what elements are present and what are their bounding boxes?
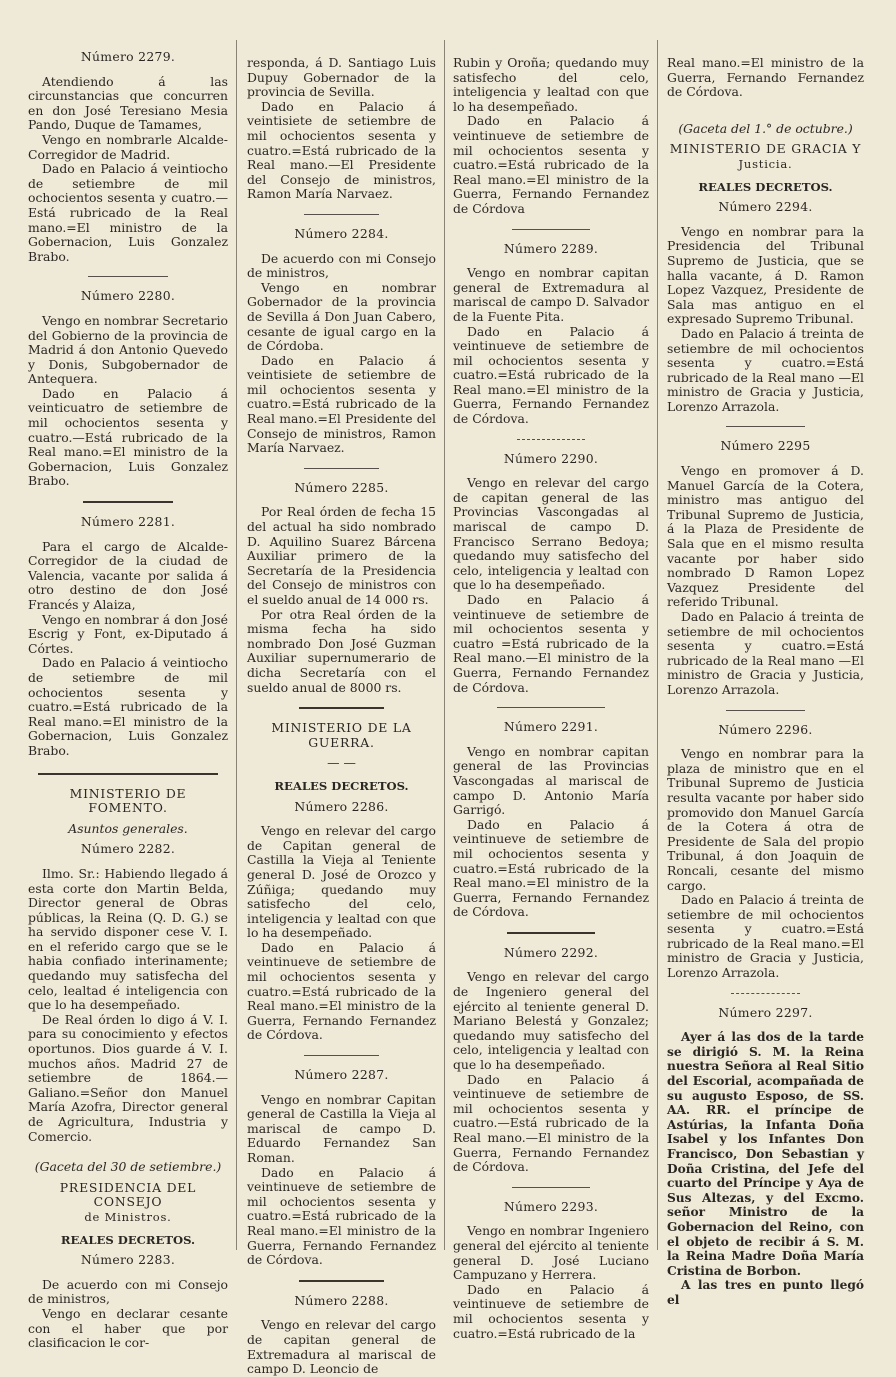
paragraph: Vengo en relevar del cargo de capitan general de Extremadura al mariscal de campo D. Leoncio de xyxy=(247,1317,436,1377)
paragraph: De Real órden lo digo á V. I. para su conocimiento y efectos oportunos. Dios guarde á V. I. muchos años. Madrid 27 de setiembre de 1864.—Galiano.=Señor don Manuel María Azofra, Director general de Agricultura, Industria y Comercio. xyxy=(28,1011,228,1144)
paragraph: Dado en Palacio á veintinueve de setiembre de mil ochocientos sesenta y cuatro.=Está rubricado de la Real mano.=El ministro de la Guerra, Fernando Fernandez de Córdova xyxy=(453,113,649,216)
paragraph: Ilmo. Sr.: Habiendo llegado á esta corte don Martin Belda, Director general de Obras públicas, la Reina (Q. D. G.) se ha servido disponer cese V. I. en el referido cargo que se le habia confiado interinamente; quedando muy satisfecha del celo, lealtad é inteligencia con que lo ha desempeñado. xyxy=(28,865,228,1013)
separator xyxy=(726,710,805,711)
paragraph: Dado en Palacio á veintinueve de setiembre de mil ochocientos sesenta y cuatro.=Está rubricado de la Real mano.=El ministro de la Guerra, Fernando Fernandez de Córdova. xyxy=(247,939,436,1043)
decree-number: Número 2291. xyxy=(503,719,599,735)
paragraph: Dado en Palacio á veintisiete de setiembre de mil ochocientos sesenta y cuatro.=Está rubricado de la Real mano.=El Presidente del Consejo de ministros, Ramon María Narvaez. xyxy=(247,352,436,456)
separator xyxy=(83,501,173,503)
decree-number: Número 2296. xyxy=(718,721,813,737)
separator xyxy=(304,214,380,215)
section-title: MINISTERIO DE GRACIA Y xyxy=(669,141,862,157)
paragraph: Dado en Palacio á veintinueve de setiembre de mil ochocientos sesenta y cuatro.=Está rubricado de la Real mano.=El ministro de la Guerra, Fernando Fernandez de Córdova. xyxy=(453,816,649,920)
paragraph: Para el cargo de Alcalde-Corregidor de la ciudad de Valencia, vacante por salida á otro destino de don José Francés y Alaiza, xyxy=(28,538,228,612)
paragraph: Dado en Palacio á veintinueve de setiembre de mil ochocientos sesenta y cuatro.=Está rubricado de la Real mano.=El ministro de la Guerra, Fernando Fernandez de Córdova. xyxy=(453,323,649,427)
separator xyxy=(299,707,384,709)
paragraph: Ayer á las dos de la tarde se dirigió S. M. la Reina nuestra Señora al Real Sitio del Escorial, acompañada de su augusto Esposo, de SS. AA. RR. el príncipe de Astúrias, la Infanta Doña Isabel y los Infantes Don Francisco, Don Sebastian y Doña Cristina, del Jefe del cuarto del Príncipe y Aya de Sus Altezas, y del Excmo. señor Ministro de la Gobernacion del Reino, con el objeto de recibir á S. M. la Reina Madre Doña María Cristina de Borbon. xyxy=(667,1030,864,1278)
column-divider xyxy=(444,40,445,1250)
paragraph: De acuerdo con mi Consejo de ministros, xyxy=(28,1276,228,1307)
paragraph: Dado en Palacio á veintinueve de setiembre de mil ochocientos sesenta y cuatro.=Está rubricado de la xyxy=(453,1281,649,1341)
decrees-heading: REALES DECRETOS. xyxy=(698,179,833,194)
decrees-heading: REALES DECRETOS. xyxy=(274,778,409,793)
separator xyxy=(512,229,590,230)
paragraph: Vengo en nombrar Gobernador de la provincia de Sevilla á Don Juan Cabero, cesante de igual cargo en la de Córdoba. xyxy=(247,279,436,354)
decree-number: Número 2283. xyxy=(80,1252,176,1268)
paragraph: De acuerdo con mi Consejo de ministros, xyxy=(247,250,436,281)
paragraph: Dado en Palacio á veintinueve de setiembre de mil ochocientos sesenta y cuatro.—Está rubricado de la Real mano.—El ministro de la Guerra, Fernando Fernandez de Córdova. xyxy=(453,1071,649,1175)
separator xyxy=(88,276,168,277)
column-4 xyxy=(667,46,864,1307)
decree-number: Número 2286. xyxy=(294,798,389,814)
decree-number: Número 2285. xyxy=(294,479,389,495)
paragraph: Vengo en nombrar para la plaza de ministro que en el Tribunal Supremo de Justicia resulta vacante por haber sido promovido don Manuel García de la Cotera á otra de Presidente de Sala del propio Tribunal, á don Joaquin de Roncali, cesante del mismo cargo. xyxy=(667,746,864,893)
paragraph: Vengo en nombrar capitan general de Extremadura al mariscal de campo D. Salvador de la Fuente Pita. xyxy=(453,265,649,324)
section-rule xyxy=(38,773,218,775)
paragraph: Atendiendo á las circunstancias que concurren en don José Teresiano Mesia Pando, Duque de Tamames, xyxy=(28,73,228,133)
paragraph: Vengo en nombrar Secretario del Gobierno de la provincia de Madrid á don Antonio Quevedo y Donis, Subgobernador de Antequera. xyxy=(28,312,228,387)
section-subtitle: de Ministros. xyxy=(84,1209,172,1224)
paragraph: Vengo en relevar del cargo de Ingeniero general del ejército al teniente general D. Mariano Belestá y Gonzalez; quedando muy satisfecho del celo, inteligencia y lealtad con que lo ha desempeñado. xyxy=(453,969,649,1073)
paragraph: Vengo en relevar del cargo de Capitan general de Castilla la Vieja al Teniente general D. José de Orozco y Zúñiga; quedando muy satisfecho del celo, inteligencia y lealtad con que lo ha desempeñado. xyxy=(247,823,436,941)
decree-number: Número 2281. xyxy=(80,514,176,530)
column-3 xyxy=(453,46,649,1341)
paragraph: Vengo en nombrar para la Presidencia del Tribunal Supremo de Justicia, que se halla vacante, á D. Ramon Lopez Vazquez, Presidente de Sala mas antiguo en el expresado Supremo Tribunal. xyxy=(667,223,864,327)
paragraph: A las tres en punto llegó el xyxy=(667,1278,864,1307)
paragraph: Vengo en promover á D. Manuel García de la Cotera, ministro mas antiguo del Tribunal Supremo de Justicia, á la Plaza de Presidente de Sala que en el mismo resulta vacante por haber sido nombrado D Ramon Lopez Vazquez Presidente del referido Tribunal. xyxy=(667,463,864,610)
decrees-heading: REALES DECRETOS. xyxy=(60,1232,196,1247)
section-subtitle: Justicia. xyxy=(738,156,793,171)
paragraph: Real mano.=El ministro de la Guerra, Fernando Fernandez de Córdova. xyxy=(667,55,864,100)
paragraph: Dado en Palacio á veintisiete de setiembre de mil ochocientos sesenta y cuatro.=Está rubricado de la Real mano.—El Presidente del Consejo de ministros, Ramon María Narvaez. xyxy=(247,98,436,202)
paragraph: Vengo en declarar cesante con el haber que por clasificacion le cor- xyxy=(28,1305,228,1351)
decree-number: Número 2295 xyxy=(720,438,811,454)
paragraph: Dado en Palacio á veintinueve de setiembre de mil ochocientos sesenta y cuatro.=Está rubricado de la Real mano.=El ministro de la Guerra, Fernando Fernandez de Córdova. xyxy=(247,1164,436,1268)
decree-number: Número 2280. xyxy=(80,288,176,304)
paragraph: Vengo en nombrar á don José Escrig y Font, ex-Diputado á Córtes. xyxy=(28,611,228,656)
paragraph: Vengo en relevar del cargo de capitan general de las Provincias Vascongadas al mariscal de campo D. Francisco Serrano Bedoya; quedando muy satisfecho del celo, inteligencia y lealtad con que lo ha desempeñado. xyxy=(453,475,649,593)
decree-number: Número 2279. xyxy=(80,49,176,64)
separator xyxy=(726,426,805,427)
separator xyxy=(517,439,586,440)
decree-number: Número 2282. xyxy=(80,841,176,857)
section-title: MINISTERIO DE LA GUERRA. xyxy=(271,720,412,750)
separator xyxy=(512,1187,590,1188)
decree-number: Número 2297. xyxy=(718,1004,813,1020)
separator xyxy=(731,993,800,994)
decree-number: Número 2284. xyxy=(294,225,389,241)
column-divider xyxy=(657,40,658,1250)
column-divider xyxy=(236,40,237,1250)
separator xyxy=(507,932,595,934)
separator xyxy=(299,1280,384,1282)
column-2 xyxy=(247,46,436,1377)
section-title: PRESIDENCIA DEL CONSEJO xyxy=(59,1179,197,1210)
paragraph: Vengo en nombrar Capitan general de Castilla la Vieja al mariscal de campo D. Eduardo Fernandez San Roman. xyxy=(247,1091,436,1165)
separator xyxy=(304,468,380,469)
decree-number: Número 2294. xyxy=(718,199,813,215)
paragraph: Vengo en nombrarle Alcalde-Corregidor de Madrid. xyxy=(28,131,228,162)
paragraph: Dado en Palacio á treinta de setiembre de mil ochocientos sesenta y cuatro.=Está rubricado de la Real mano —El ministro de Gracia y Justicia, Lorenzo Arrazola. xyxy=(667,609,864,697)
paragraph: responda, á D. Santiago Luis Dupuy Gobernador de la provincia de Sevilla. xyxy=(247,55,436,100)
section-title: MINISTERIO DE FOMENTO. xyxy=(69,785,187,816)
decree-number: Número 2293. xyxy=(503,1198,599,1214)
paragraph: Dado en Palacio á veintiocho de setiembre de mil ochocientos sesenta y cuatro.=Está rubricado de la Real mano.=El ministro de la Gobernacion, Luis Gonzalez Brabo. xyxy=(28,655,228,758)
paragraph: Rubin y Oroña; quedando muy satisfecho del celo, inteligencia y lealtad con que lo ha desempeñado. xyxy=(453,55,649,114)
decree-number: Número 2287. xyxy=(294,1067,389,1083)
paragraph: Por otra Real órden de la misma fecha ha sido nombrado Don José Guzman Auxiliar supernumerario de dicha Secretaría con el sueldo anual de 8000 rs. xyxy=(247,606,436,695)
decree-number: Número 2288. xyxy=(294,1292,389,1308)
paragraph: Dado en Palacio á veinticuatro de setiembre de mil ochocientos sesenta y cuatro.—Está rubricado de la Real mano.=El ministro de la Gobernacion, Luis Gonzalez Brabo. xyxy=(28,385,228,489)
separator xyxy=(497,707,605,708)
ornament: — — xyxy=(327,755,356,771)
gazette-reference: (Gaceta del 1.° de octubre.) xyxy=(678,120,853,136)
decree-number: Número 2292. xyxy=(503,944,599,960)
paragraph: Dado en Palacio á veintiocho de setiembre de mil ochocientos sesenta y cuatro.—Está rubricado de la Real mano.=El ministro de la Gobernacion, Luis Gonzalez Brabo. xyxy=(28,161,228,264)
subsection-title: Asuntos generales. xyxy=(68,820,188,836)
decree-number: Número 2289. xyxy=(503,240,599,256)
news-item xyxy=(667,1030,864,1307)
decree-number: Número 2290. xyxy=(503,450,599,466)
gazette-reference: (Gaceta del 30 de setiembre.) xyxy=(34,1159,222,1175)
paragraph: Dado en Palacio á treinta de setiembre de mil ochocientos sesenta y cuatro.=Está rubricado de la Real mano —El ministro de Gracia y Justicia, Lorenzo Arrazola. xyxy=(667,325,864,414)
column-1 xyxy=(28,46,228,1351)
paragraph: Vengo en nombrar capitan general de las Provincias Vascongadas al mariscal de campo D. Antonio María Garrigó. xyxy=(453,743,649,818)
separator xyxy=(304,1055,380,1056)
paragraph: Dado en Palacio á treinta de setiembre de mil ochocientos sesenta y cuatro.=Está rubricado de la Real mano.=El ministro de Gracia y Justicia, Lorenzo Arrazola. xyxy=(667,892,864,981)
paragraph: Vengo en nombrar Ingeniero general del ejército al teniente general D. José Luciano Campuzano y Herrera. xyxy=(453,1223,649,1283)
paragraph: Dado en Palacio á veintinueve de setiembre de mil ochocientos sesenta y cuatro =Está rubricado de la Real mano.—El ministro de la Guerra, Fernando Fernandez de Córdova. xyxy=(453,592,649,695)
paragraph: Por Real órden de fecha 15 del actual ha sido nombrado D. Aquilino Suarez Bárcena Auxiliar primero de la Secretaría de la Presidencia del Consejo de ministros con el sueldo anual de 14 000 rs. xyxy=(247,504,436,607)
